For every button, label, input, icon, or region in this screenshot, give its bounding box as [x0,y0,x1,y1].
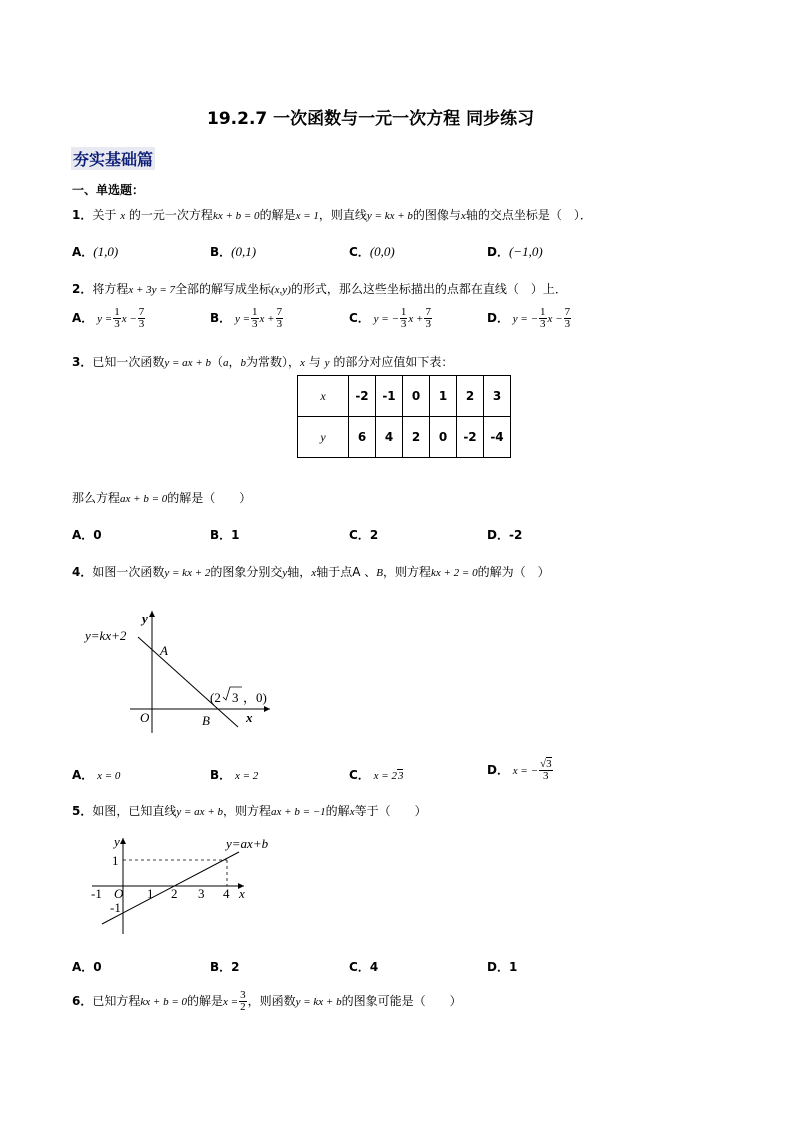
option-b[interactable] [210,526,240,543]
table-cell: -1 [376,376,403,417]
point-coord-rad: 3 [232,690,239,705]
fraction [539,759,553,782]
math: kx + b = 0 [212,210,260,222]
numerator: √3 [540,758,552,770]
option-label: D． [487,960,509,974]
option-label: A． [72,960,94,974]
question-text: 的部分对应值如下表： [333,355,454,369]
option-d[interactable] [487,243,543,260]
tick-y-pos: 1 [112,853,119,868]
table-cell: 0 [403,376,430,417]
math: B [376,567,383,579]
question-text: ， [228,355,241,369]
math: x [460,210,466,222]
y-axis-label: y [142,611,148,626]
table-header-y: y [298,417,349,458]
tick-x: 3 [198,886,205,901]
option-d[interactable] [487,759,554,782]
option-value: x = 0 [97,770,121,782]
option-label: C． [349,311,370,325]
math: x [300,357,305,369]
denominator: 3 [540,318,546,330]
denominator: 2 [240,1001,246,1013]
table-cell: 2 [403,417,430,458]
math: x [349,806,355,818]
x-axis-label: x [246,710,253,725]
point-coord-pre: (2 [210,690,221,705]
math: y [282,567,288,579]
option-label: A． [72,311,94,325]
numerator: 1 [114,306,120,318]
fraction [400,307,408,330]
denominator: 3 [564,318,571,330]
option-a[interactable] [72,243,118,260]
option-d[interactable] [487,307,572,330]
option-a[interactable] [72,307,146,330]
option-label: C． [349,528,370,542]
fraction [251,307,259,330]
option-label: D． [487,763,509,777]
math: y = kx + 2 [164,567,211,579]
denominator: 3 [138,318,145,330]
question-text: 为常数）， [246,355,301,369]
question-text: 的解是 [259,208,296,222]
table-cell: 3 [484,376,511,417]
radicand: 3 [546,758,552,770]
option-label: B． [210,245,232,259]
denominator: 3 [400,318,407,330]
question-text: 的一元一次方程 [128,208,213,222]
point-coord-post: ，0) [243,690,267,705]
question-text: 轴的交点坐标是（ ）． [465,208,592,222]
section-header: 夯实基础篇 [71,147,155,170]
tick-x: 1 [147,886,154,901]
math: x − [121,313,137,325]
denominator: 3 [252,318,258,330]
option-value: 0 [93,528,102,542]
part-heading: 一、单选题： [72,183,145,197]
table-cell: 1 [430,376,457,417]
option-c[interactable] [349,958,378,975]
page-title: 19.2.7 一次函数与一元一次方程 同步练习 [207,109,535,129]
math: x + [408,313,424,325]
numerator: 1 [540,306,546,318]
math: y = ax + b [176,806,223,818]
x-axis-label: x [239,886,245,901]
question-3 [72,353,453,370]
question-4 [72,563,550,580]
option-a[interactable] [72,526,102,543]
fraction [276,307,284,330]
tick-x: 4 [223,886,230,901]
math: y = kx + b [366,210,413,222]
denominator: 3 [276,318,283,330]
math: x [311,567,317,579]
table-header-x: x [298,376,349,417]
question-text: 那么方程 [72,491,121,505]
math: x = [223,996,239,1008]
option-b[interactable] [210,243,256,260]
question-number: 6． [72,994,93,1008]
math: kx + 2 = 0 [430,567,478,579]
option-label: B． [210,311,232,325]
math: (x,y) [271,284,291,296]
question-text: ，则方程 [223,804,272,818]
option-value: 1 [508,960,518,974]
radicand: 3 [397,770,404,782]
option-b[interactable] [210,766,258,783]
table-cell: -4 [484,417,511,458]
option-c[interactable] [349,307,433,330]
graph-q5 [86,832,286,940]
option-a[interactable] [72,958,102,975]
line-label: y=kx+2 [85,628,127,643]
table-cell: -2 [349,376,376,417]
numerator: 1 [400,306,407,318]
fraction [113,307,121,330]
option-value: x = 2 [234,770,259,782]
option-value: (0,0) [369,244,395,259]
question-text: 等于（ ） [354,804,427,818]
question-text: （ [211,355,224,369]
denominator: 3 [114,318,120,330]
question-text: 的图像与 [412,208,461,222]
question-number: 4． [72,565,93,579]
fraction [138,307,146,330]
table-cell: -2 [457,417,484,458]
tick-x: 2 [171,886,178,901]
question-text: 的图象分别交 [210,565,283,579]
question-text: ，则直线 [318,208,367,222]
math: y = − [512,313,539,325]
question-text: 全部的解写成坐标 [175,282,272,296]
option-value: 0 [93,960,102,974]
option-b[interactable] [210,958,240,975]
question-2 [72,280,567,297]
math: x = 1 [295,210,319,222]
question-text: 轴， [287,565,312,579]
numerator: 7 [425,306,431,318]
table-cell: 2 [457,376,484,417]
point-a-label: A [160,643,168,658]
y-axis-label: y [114,834,120,849]
option-label: B． [210,768,232,782]
option-d[interactable] [487,958,517,975]
option-a[interactable] [72,766,120,783]
question-text: 如图一次函数 [92,565,165,579]
option-d[interactable] [487,526,522,543]
table-row [298,376,511,417]
math: a [223,357,229,369]
question-text: 关于 [92,208,117,222]
origin-label: O [140,710,150,725]
table-row [298,417,511,458]
question-number: 1． [72,208,93,222]
math: kx + b = 0 [140,996,187,1008]
question-text: 的图象可能是（ ） [341,994,462,1008]
option-b[interactable] [210,307,284,330]
option-label: D． [487,311,509,325]
option-value: (0,1) [231,244,257,259]
option-label: D． [487,528,509,542]
option-c[interactable] [349,526,378,543]
math: x + 3y = 7 [128,284,175,296]
math: x [120,210,126,222]
question-6 [72,990,462,1013]
math: x = 2 [373,770,397,782]
option-value: 2 [231,960,240,974]
question-text: 与 [308,355,321,369]
table-cell: 0 [430,417,457,458]
table-cell: 4 [376,417,403,458]
value-table [297,375,511,458]
option-label: B． [210,528,232,542]
math: x + [259,313,275,325]
question-text: 已知一次函数 [92,355,165,369]
table-cell: 6 [349,417,376,458]
math: b [240,357,247,369]
math: y = ax + b [164,357,211,369]
option-label: C． [349,960,370,974]
option-value: 1 [231,528,240,542]
math: x − [547,313,563,325]
numerator: 3 [240,989,246,1001]
question-5 [72,802,427,819]
graph-line [138,637,238,727]
question-3-continued [72,489,251,506]
fraction [239,990,247,1013]
question-text: ，则函数 [247,994,296,1008]
option-value: -2 [508,528,523,542]
question-text: 的解是（ ） [167,491,252,505]
question-text: 的解是 [187,994,224,1008]
math: ax + b = −1 [271,806,326,818]
tick-x: -1 [91,886,102,901]
math: y = kx + b [295,996,342,1008]
option-value: 2 [369,528,379,542]
question-text: 已知方程 [92,994,141,1008]
question-text: 的解为（ ） [477,565,550,579]
question-text: 将方程 [92,282,129,296]
denominator: 3 [425,318,431,330]
line-label: y=ax+b [226,836,269,851]
math: ax + b = 0 [120,493,168,505]
option-label: C． [349,768,370,782]
option-label: A． [72,245,94,259]
option-label: C． [349,245,370,259]
option-value: 4 [369,960,379,974]
fraction [539,307,547,330]
fraction [564,307,572,330]
option-label: D． [487,245,509,259]
math: y = [97,313,113,325]
origin-label: O [114,886,124,901]
question-number: 3． [72,355,93,369]
question-text: 如图，已知直线 [92,804,177,818]
question-text: ，则方程 [382,565,431,579]
numerator: 1 [252,306,258,318]
question-text: 的解 [325,804,350,818]
option-value: (1,0) [93,244,119,259]
option-value: (−1,0) [508,244,543,259]
question-text: 的形式，那么这些坐标描出的点都在直线（ ）上． [290,282,567,296]
question-number: 5． [72,804,93,818]
tick-y-neg: -1 [110,900,121,915]
question-1 [72,206,592,223]
math: y = [234,313,251,325]
fraction [424,307,432,330]
option-label: A． [72,768,94,782]
numerator: 7 [564,306,571,318]
option-c[interactable] [349,766,403,783]
denominator: 3 [543,770,549,782]
numerator: 7 [138,306,145,318]
numerator: 7 [276,306,283,318]
graph-q4 [80,605,280,740]
point-b-label: B [202,713,210,728]
math: y [324,357,330,369]
math: y = − [373,313,399,325]
question-number: 2． [72,282,93,296]
option-label: B． [210,960,232,974]
math: x = − [512,765,539,777]
option-label: A． [72,528,94,542]
question-text: 轴于点A 、 [316,565,377,579]
option-c[interactable] [349,243,395,260]
